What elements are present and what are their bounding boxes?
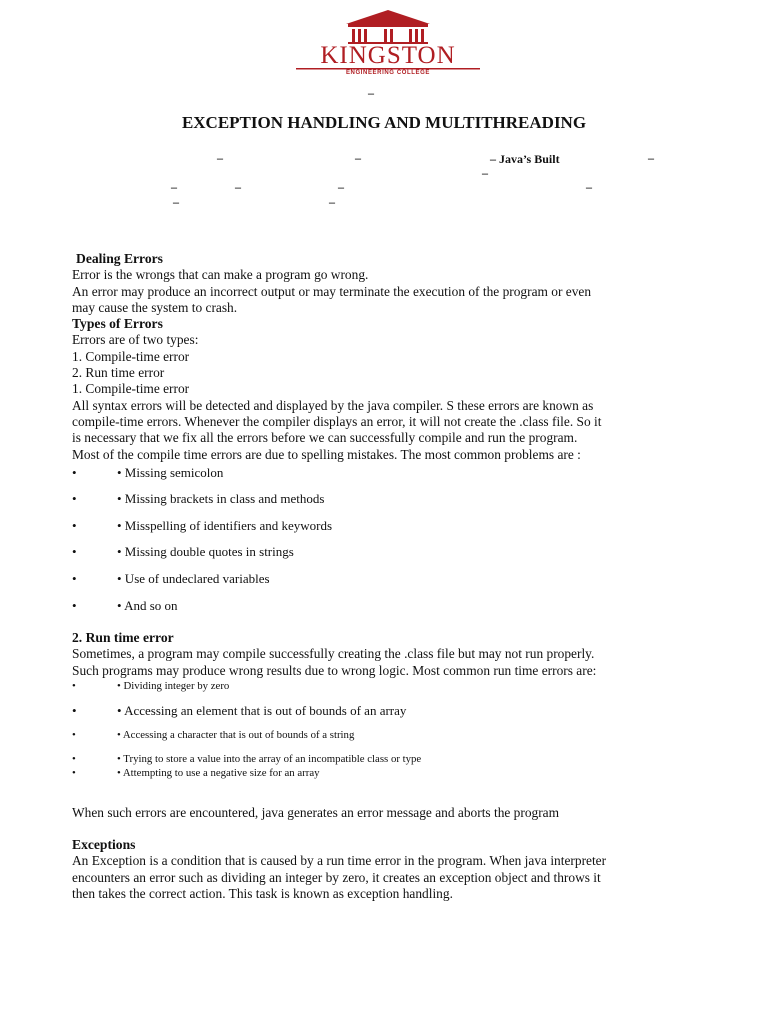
list-line: 2. Run time error bbox=[72, 365, 165, 381]
logo-pillar bbox=[415, 29, 418, 42]
paragraph: is necessary that we fix all the errors before we can successfully compile and run the program. bbox=[72, 430, 578, 446]
list-line: 1. Compile-time error bbox=[72, 381, 190, 397]
logo-subtitle: ENGINEERING COLLEGE bbox=[345, 70, 431, 74]
syllabus-dash: – bbox=[235, 180, 241, 194]
heading-types-of-errors: Types of Errors bbox=[72, 316, 163, 332]
logo-pillar bbox=[384, 29, 387, 42]
paragraph: Error is the wrongs that can make a program go wrong. bbox=[72, 267, 369, 283]
list-item: • Use of undeclared variables bbox=[117, 571, 270, 586]
exceptions-section bbox=[72, 837, 712, 902]
kingston-logo-graphic bbox=[292, 8, 484, 74]
top-dash: – bbox=[368, 86, 374, 100]
logo-name: KINGSTON bbox=[320, 42, 456, 69]
logo-pillar bbox=[352, 29, 355, 42]
bullet: • bbox=[72, 518, 77, 533]
paragraph: An Exception is a condition that is caused by a run time error in the program. When java interpreter bbox=[72, 853, 607, 869]
bullet: • bbox=[72, 571, 77, 586]
syllabus-dash: – bbox=[329, 195, 335, 209]
heading-dealing-errors: Dealing Errors bbox=[76, 251, 163, 266]
bullet: • bbox=[72, 544, 77, 559]
logo-pillar bbox=[358, 29, 361, 42]
paragraph: Sometimes, a program may compile successfully creating the .class file but may not run properly. bbox=[72, 646, 595, 662]
page-title: EXCEPTION HANDLING AND MULTITHREADING bbox=[181, 113, 587, 132]
list-item: • Attempting to use a negative size for an array bbox=[117, 767, 320, 779]
logo-pillar bbox=[421, 29, 424, 42]
paragraph: An error may produce an incorrect output or may terminate the execution of the program or even bbox=[72, 283, 592, 299]
errors-section bbox=[72, 251, 712, 463]
bullet: • bbox=[72, 491, 77, 506]
syllabus-dash: – bbox=[338, 180, 344, 194]
logo-pillar bbox=[390, 29, 393, 42]
list-item: • Misspelling of identifiers and keywords bbox=[117, 518, 333, 533]
paragraph: Errors are of two types: bbox=[72, 332, 199, 348]
syllabus-dash: – bbox=[171, 180, 177, 194]
syllabus-dash: – bbox=[648, 151, 654, 165]
bullet: • bbox=[72, 680, 76, 692]
syllabus-dash: – bbox=[355, 151, 361, 165]
runtime-section bbox=[72, 630, 712, 679]
list-item: • Missing double quotes in strings bbox=[117, 544, 294, 559]
logo-pillar bbox=[409, 29, 412, 42]
syllabus-dash: – bbox=[586, 180, 592, 194]
list-item: • Dividing integer by zero bbox=[117, 680, 230, 692]
logo-roof bbox=[346, 10, 430, 24]
syllabus-dash: – bbox=[217, 151, 223, 165]
logo-roof-beam bbox=[348, 24, 428, 27]
bullet: • bbox=[72, 729, 76, 741]
list-line: 1. Compile-time error bbox=[72, 348, 190, 364]
syllabus-java-builtin: – Java’s Built bbox=[490, 152, 560, 166]
list-item: • Accessing an element that is out of bounds of an array bbox=[117, 703, 407, 718]
logo-pillar bbox=[364, 29, 367, 42]
syllabus-dash: – bbox=[173, 195, 179, 209]
paragraph: then takes the correct action. This task is known as exception handling. bbox=[72, 885, 453, 901]
list-item: • And so on bbox=[117, 598, 178, 613]
paragraph: may cause the system to crash. bbox=[72, 299, 238, 315]
paragraph: All syntax errors will be detected and displayed by the java compiler. S these errors are known as bbox=[72, 397, 594, 413]
bullet: • bbox=[72, 767, 76, 779]
bullet: • bbox=[72, 465, 77, 480]
heading-exceptions: Exceptions bbox=[72, 837, 136, 852]
list-item: • Trying to store a value into the array of an incompatible class or type bbox=[117, 753, 422, 765]
paragraph-when-errors: When such errors are encountered, java generates an error message and aborts the program bbox=[72, 805, 560, 820]
list-item: • Accessing a character that is out of bounds of a string bbox=[117, 729, 355, 741]
paragraph: compile-time errors. Whenever the compiler displays an error, it will not create the .class file. So it bbox=[72, 413, 602, 429]
college-logo bbox=[292, 8, 484, 74]
bullet: • bbox=[72, 753, 76, 765]
paragraph: Such programs may produce wrong results due to wrong logic. Most common run time errors are: bbox=[72, 662, 597, 678]
syllabus-dash: – bbox=[482, 166, 488, 180]
list-item: • Missing brackets in class and methods bbox=[117, 491, 325, 506]
paragraph: Most of the compile time errors are due to spelling mistakes. The most common problems are : bbox=[72, 446, 581, 462]
paragraph: encounters an error such as dividing an integer by zero, it creates an exception object and throws it bbox=[72, 869, 601, 885]
list-item: • Missing semicolon bbox=[117, 465, 224, 480]
bullet: • bbox=[72, 598, 77, 613]
heading-run-time-error: 2. Run time error bbox=[72, 630, 174, 645]
bullet: • bbox=[72, 703, 77, 718]
